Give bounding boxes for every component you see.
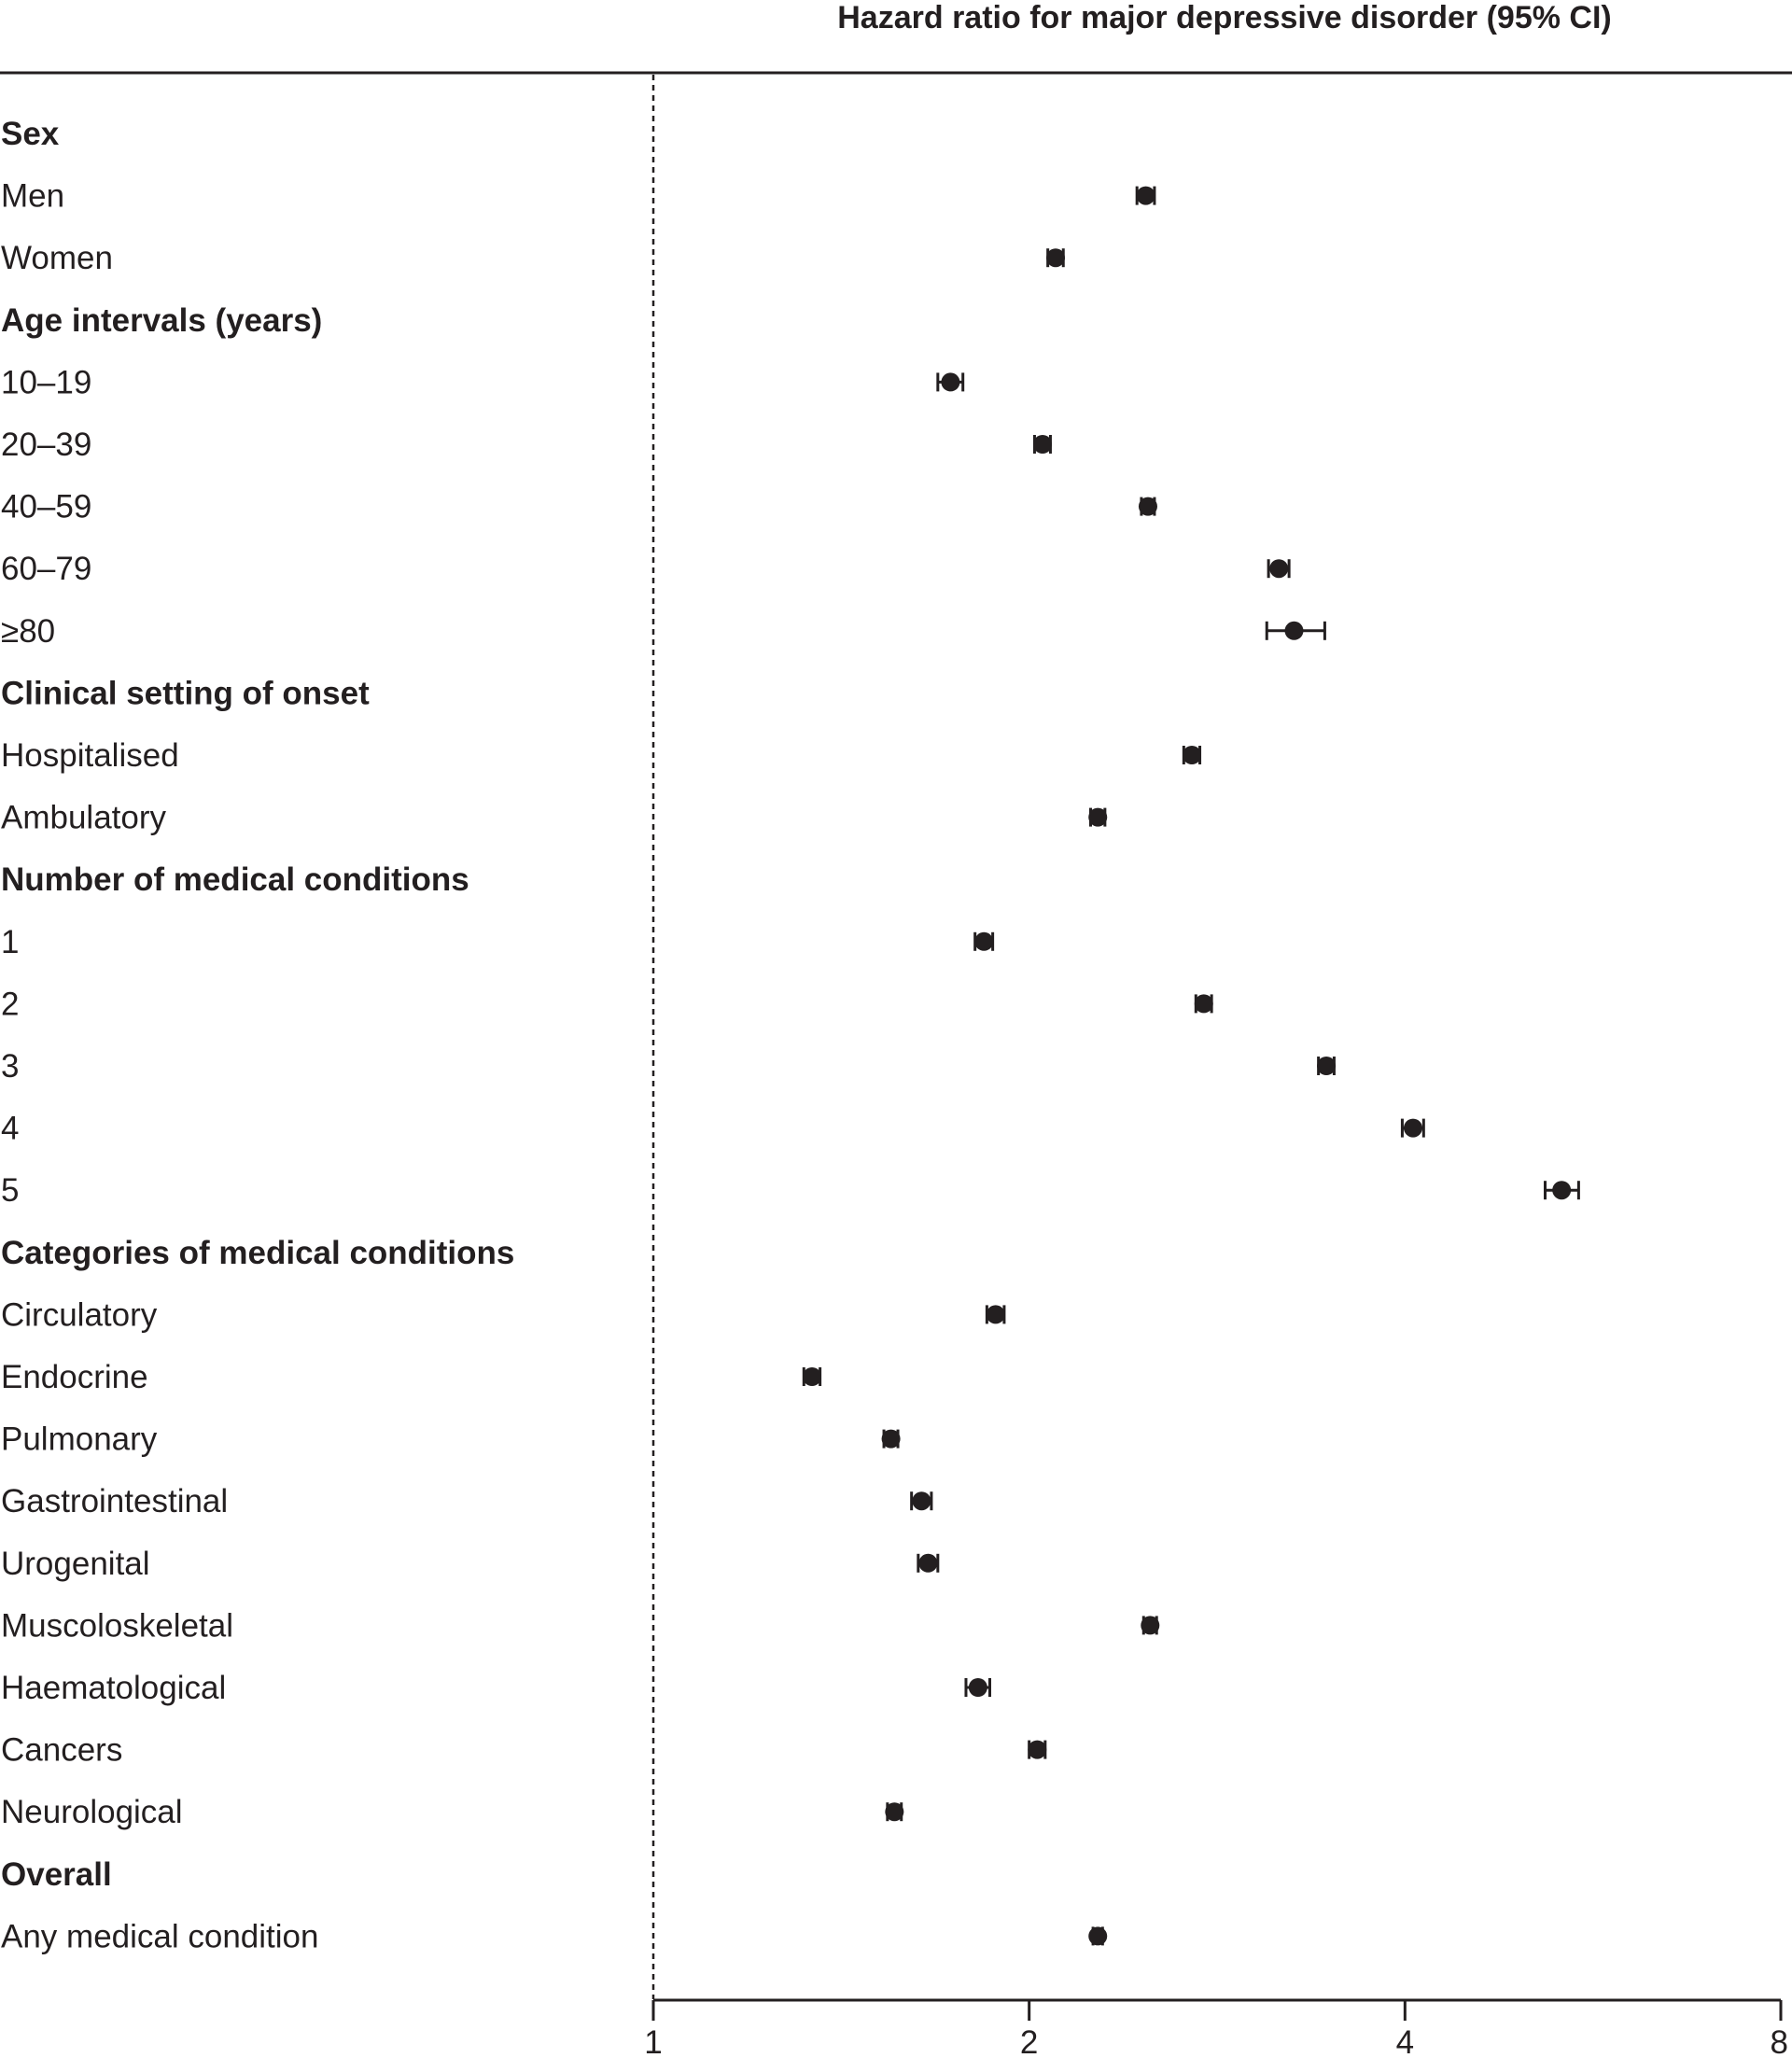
rows-layer bbox=[1, 116, 514, 1954]
row-label: Pulmonary bbox=[1, 1421, 158, 1458]
estimate-mark bbox=[1046, 248, 1065, 267]
row-label: ≥80 bbox=[1, 612, 56, 650]
estimate-mark bbox=[1268, 559, 1289, 578]
point-estimate bbox=[882, 1430, 901, 1449]
chart-title: Hazard ratio for major depressive disorder (95% CI) bbox=[837, 0, 1612, 35]
row-label: Endocrine bbox=[1, 1359, 148, 1395]
row-label: Gastrointestinal bbox=[1, 1483, 229, 1520]
point-estimate bbox=[1088, 1926, 1107, 1945]
x-axis-ticks bbox=[644, 2000, 1788, 2058]
group-header-label: Sex bbox=[1, 116, 60, 152]
row-label: 1 bbox=[1, 923, 20, 960]
estimate-mark bbox=[1137, 187, 1155, 205]
row-label: Men bbox=[1, 177, 65, 215]
estimate-mark bbox=[1546, 1181, 1579, 1199]
row-label: Urogenital bbox=[1, 1545, 150, 1582]
point-estimate bbox=[974, 932, 993, 951]
estimate-mark bbox=[1402, 1119, 1423, 1138]
x-tick-label: 2 bbox=[1019, 2024, 1039, 2058]
group-header-label: Overall bbox=[1, 1855, 112, 1893]
row-label: Muscoloskeletal bbox=[1, 1607, 233, 1645]
point-estimate bbox=[941, 372, 959, 391]
estimate-mark bbox=[1033, 435, 1052, 454]
point-estimate bbox=[1269, 559, 1288, 578]
estimate-mark bbox=[1267, 622, 1324, 640]
x-tick-label: 1 bbox=[644, 2024, 663, 2058]
point-estimate bbox=[1552, 1181, 1571, 1199]
row-label: Cancers bbox=[1, 1731, 123, 1769]
row-label: 2 bbox=[1, 986, 20, 1023]
row-label: 4 bbox=[1, 1110, 20, 1147]
estimate-mark bbox=[1028, 1741, 1046, 1759]
row-label: Any medical condition bbox=[1, 1918, 319, 1955]
group-header-label: Age intervals (years) bbox=[1, 301, 323, 339]
group-header-label: Clinical setting of onset bbox=[1, 675, 370, 712]
estimate-mark bbox=[1183, 746, 1201, 764]
x-tick-label: 4 bbox=[1395, 2024, 1415, 2058]
estimate-mark bbox=[1088, 808, 1107, 827]
point-estimate bbox=[912, 1491, 931, 1510]
point-estimate bbox=[1141, 1616, 1159, 1634]
estimate-mark bbox=[1139, 497, 1157, 516]
point-estimate bbox=[1088, 808, 1107, 827]
point-estimate bbox=[1317, 1057, 1336, 1075]
estimate-mark bbox=[966, 1678, 990, 1697]
row-label: 10–19 bbox=[1, 364, 92, 401]
estimate-mark bbox=[1317, 1057, 1336, 1075]
row-label: 60–79 bbox=[1, 551, 92, 588]
group-header-label: Categories of medical conditions bbox=[1, 1234, 515, 1271]
row-label: 5 bbox=[1, 1172, 20, 1210]
group-header-label: Number of medical conditions bbox=[1, 861, 469, 899]
estimate-mark bbox=[803, 1367, 821, 1386]
estimate-mark bbox=[987, 1305, 1005, 1323]
row-label: Haematological bbox=[1, 1670, 227, 1706]
estimate-mark bbox=[974, 932, 993, 951]
row-label: 20–39 bbox=[1, 427, 92, 463]
point-estimate bbox=[969, 1678, 987, 1697]
estimate-mark bbox=[1088, 1926, 1107, 1945]
x-tick-label: 8 bbox=[1770, 2024, 1788, 2058]
estimate-mark bbox=[882, 1430, 901, 1449]
point-estimate bbox=[1137, 187, 1155, 205]
estimate-mark bbox=[918, 1554, 938, 1573]
estimate-mark bbox=[885, 1802, 903, 1821]
row-label: Hospitalised bbox=[1, 737, 179, 774]
point-estimate bbox=[1195, 994, 1213, 1013]
point-estimate bbox=[803, 1367, 821, 1386]
row-label: Circulatory bbox=[1, 1296, 158, 1334]
point-estimate bbox=[885, 1802, 903, 1821]
point-estimate bbox=[918, 1554, 937, 1573]
row-label: 3 bbox=[1, 1048, 20, 1085]
point-estimate bbox=[1284, 622, 1303, 640]
estimate-mark bbox=[912, 1491, 931, 1510]
estimate-mark bbox=[938, 372, 963, 391]
row-label: Women bbox=[1, 240, 113, 277]
point-estimate bbox=[1033, 435, 1052, 454]
point-estimate bbox=[1028, 1741, 1046, 1759]
point-estimate bbox=[1404, 1119, 1422, 1138]
row-label: Neurological bbox=[1, 1794, 183, 1831]
point-estimate bbox=[987, 1305, 1005, 1323]
row-label: Ambulatory bbox=[1, 799, 167, 836]
estimate-mark bbox=[1141, 1616, 1159, 1634]
point-estimate bbox=[1183, 746, 1201, 764]
row-label: 40–59 bbox=[1, 488, 92, 525]
marks-layer bbox=[803, 187, 1578, 1946]
point-estimate bbox=[1139, 497, 1157, 516]
estimate-mark bbox=[1195, 994, 1213, 1013]
point-estimate bbox=[1046, 248, 1065, 267]
